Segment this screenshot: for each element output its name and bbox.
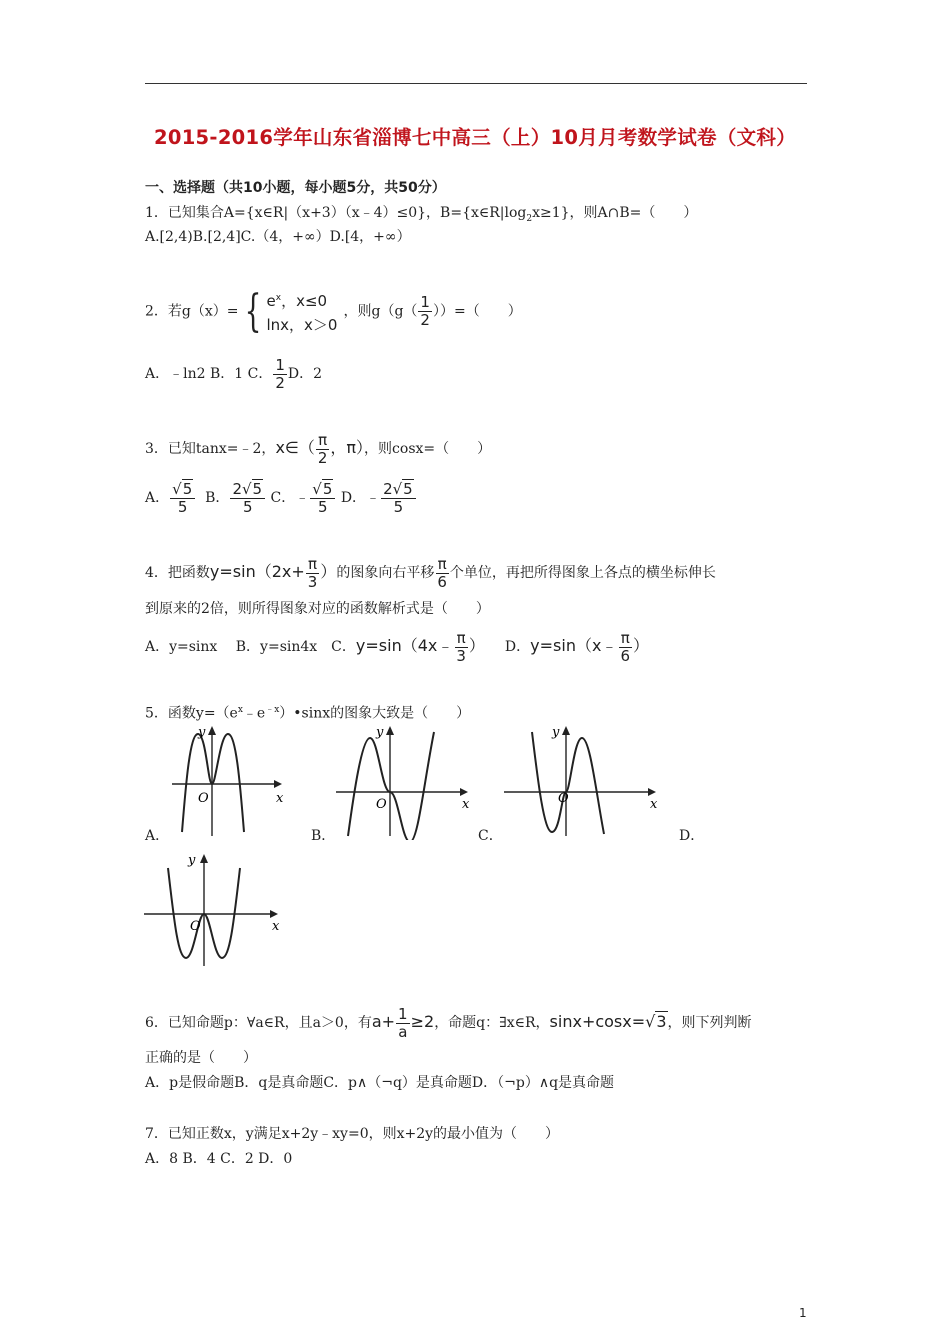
graph-option-d xyxy=(142,850,287,970)
header-rule xyxy=(145,83,807,84)
fraction-half: $\frac{1}{2}$ xyxy=(420,293,430,329)
question-6-stem: 6．已知命题p：∀a∈R，且a＞0，有a+ $\frac{1}{a}$ ≥2，命题q：∃x∈R，sinx+cosx=√3，则下列判断 xyxy=(145,1004,752,1041)
graph-option-a xyxy=(168,722,298,840)
x-axis-label: x xyxy=(650,797,658,812)
option-a-label: A． xyxy=(145,828,170,844)
y-axis-label: y xyxy=(552,725,560,740)
piecewise-cases: $e^x$，x≤0 lnx，x＞0 xyxy=(266,292,338,334)
y-axis-label: y xyxy=(198,725,206,740)
page-number: 1 xyxy=(799,1306,807,1320)
graph-option-b xyxy=(334,722,474,840)
option-d-label: D． xyxy=(679,828,705,844)
origin-label: O xyxy=(198,791,209,806)
section-heading: 一、选择题（共10小题，每小题5分，共50分） xyxy=(145,180,446,196)
origin-label: O xyxy=(376,797,387,812)
x-axis-label: x xyxy=(462,797,470,812)
question-4-line2: 到原来的2倍，则所得图象对应的函数解析式是（ ） xyxy=(145,601,490,617)
question-6-line2: 正确的是（ ） xyxy=(145,1050,257,1066)
question-1-stem: 1．已知集合A={x∈R|（x+3）（x﹣4）≤0}，$B=\{x\in R|\log_2x\ge 1\}$，则A∩B=（ ） xyxy=(145,205,698,224)
question-2-options: A．﹣ln2 B．1 C． $\frac{1}{2}$ D．2 xyxy=(145,355,323,392)
origin-label: O xyxy=(190,919,201,934)
question-6-options: A．p是假命题B．q是真命题C．p∧（¬q）是真命题D．（¬p）∧q是真命题 xyxy=(145,1075,615,1091)
question-3-stem: 3．已知tanx=﹣2，x∈（ $\frac{\pi}{2}$ ，π），则cosx=（ ） xyxy=(145,430,492,467)
left-brace: { xyxy=(244,285,261,337)
option-b-label: B． xyxy=(311,828,336,844)
question-2-stem: 2．若g（x）= { $e^x$，x≤0 lnx，x＞0 ，则g（g（ $\frac{1}{2}$ ））=（ ） xyxy=(145,285,522,337)
x-axis-label: x xyxy=(276,791,284,806)
question-5-stem: 5．函数$y=(e^x﹣e^{﹣x})•\sin x$的图象大致是（ ） xyxy=(145,705,471,722)
question-3-options: A． $\frac{√5}{5}$ B． $\frac{2√5}{5}$ C．﹣ $\frac{√5}{5}$ D．﹣ $\frac{2√5}{5}$ xyxy=(145,478,417,518)
option-c-label: C． xyxy=(478,828,503,844)
question-7-stem: 7．已知正数x，y满足x+2y﹣xy=0，则x+2y的最小值为（ ） xyxy=(145,1126,560,1142)
y-axis-label: y xyxy=(376,725,384,740)
question-4-options: A．y=sinx B．y=sin4x C．y=sin（4x﹣ $\frac{\pi}{3}$ ） D．y=sin（x﹣ $\frac{\pi}{6}$ ） xyxy=(145,628,649,665)
x-axis-label: x xyxy=(272,919,280,934)
y-axis-label: y xyxy=(188,853,196,868)
graph-option-c xyxy=(500,722,665,840)
page-title: 2015-2016学年山东省淄博七中高三（上）10月月考数学试卷（文科） xyxy=(153,126,797,149)
origin-label: O xyxy=(558,791,569,806)
question-1-options: A.[2,4)B.[2,4]C.（4，+∞）D.[4，+∞） xyxy=(145,229,411,245)
question-4-stem: 4．把函数y=sin（2x+ $\frac{\pi}{3}$ ）的图象向右平移 $\frac{\pi}{6}$ 个单位，再把所得图象上各点的横坐标伸长 xyxy=(145,554,716,591)
question-7-options: A．8 B．4 C．2 D．0 xyxy=(145,1151,293,1167)
